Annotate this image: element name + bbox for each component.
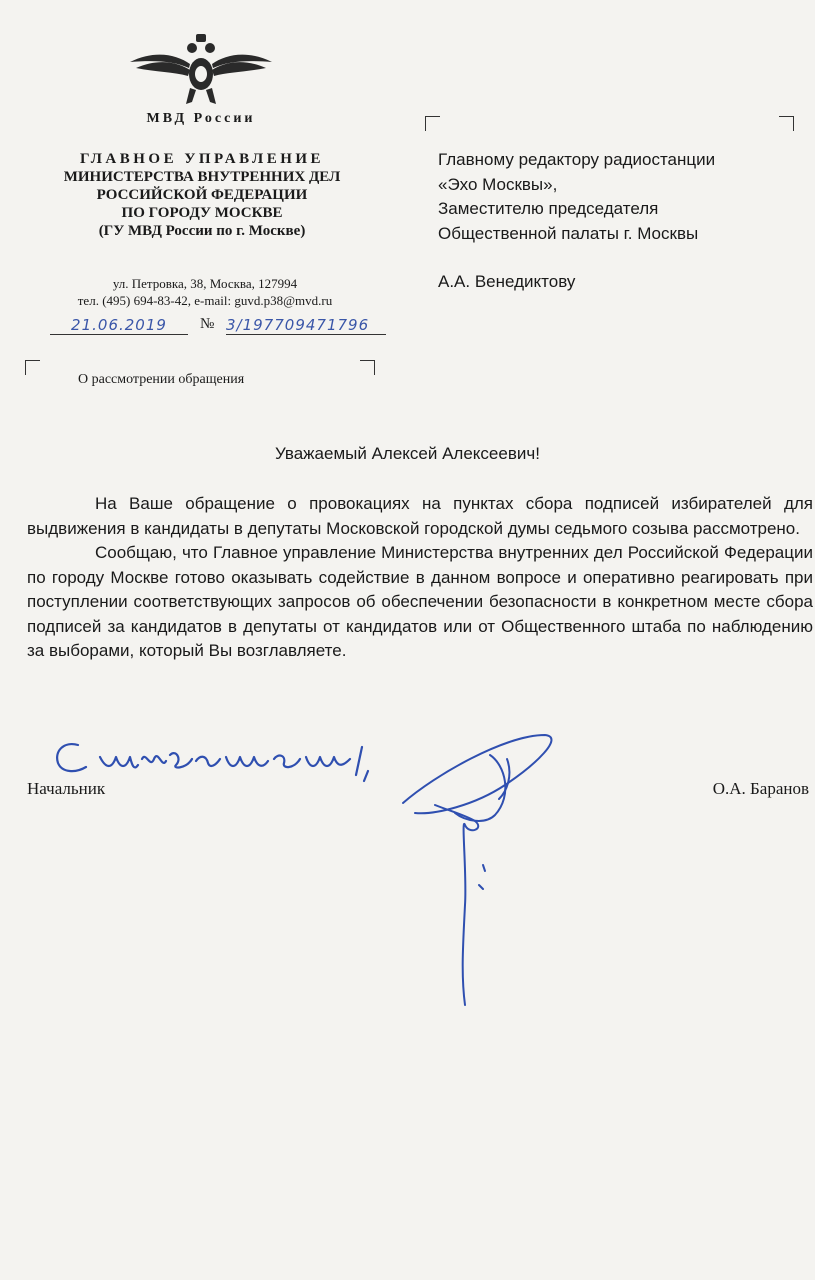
registration-date: 21.06.2019 xyxy=(50,316,188,335)
letter-paragraph: Сообщаю, что Главное управление Министерства внутренних дел Российской Федерации по городу Москве готово оказывать содействие в данном вопросе и оперативно реагировать при поступлении соответствующих запросов об обеспечении безопасности в конкретном месте сбора подписей за кандидатов в депутаты от кандидатов или от Общественного штаба по наблюдению за выборами, который Вы возглавляете. xyxy=(27,543,813,660)
org-line: РОССИЙСКОЙ ФЕДЕРАЦИИ xyxy=(96,187,308,203)
mvd-emblem-icon xyxy=(128,28,274,110)
addressee-line: Общественной палаты г. Москвы xyxy=(438,223,699,243)
addressee-name: А.А. Венедиктову xyxy=(438,272,576,291)
corner-bracket xyxy=(360,360,375,375)
organization-name xyxy=(30,150,374,240)
corner-bracket xyxy=(779,116,794,131)
signature-icon xyxy=(395,725,555,1015)
address-line: ул. Петровка, 38, Москва, 127994 xyxy=(112,276,298,291)
org-line: (ГУ МВД России по г. Москве) xyxy=(98,223,306,239)
letter-body xyxy=(27,492,813,664)
addressee-line: Главному редактору радиостанции xyxy=(438,150,716,169)
signatory-title: Начальник xyxy=(27,779,106,798)
org-line: ГЛАВНОЕ УПРАВЛЕНИЕ xyxy=(79,151,325,167)
addressee-line: «Эхо Москвы», xyxy=(438,174,558,194)
registration-number: 3/197709471796 xyxy=(226,316,386,335)
org-line: МИНИСТЕРСТВА ВНУТРЕННИХ ДЕЛ xyxy=(63,169,341,185)
letter-paragraph: На Ваше обращение о провокациях на пунктах сбора подписей избирателей для выдвижения в кандидаты в депутаты Московской городской думы седьмого созыва рассмотрено. xyxy=(27,494,813,538)
corner-bracket xyxy=(425,116,440,131)
addressee-block xyxy=(438,148,798,295)
org-line: ПО ГОРОДУ МОСКВЕ xyxy=(121,205,283,221)
signatory-name: О.А. Баранов xyxy=(712,779,809,798)
addressee-line: Заместителю председателя xyxy=(438,199,659,218)
letter-greeting: Уважаемый Алексей Алексеевич! xyxy=(275,444,540,463)
letter-subject: О рассмотрении обращения xyxy=(78,372,245,387)
number-sign: № xyxy=(200,316,215,332)
organization-address xyxy=(40,275,370,309)
corner-bracket xyxy=(25,360,40,375)
registration-line xyxy=(50,316,390,338)
contacts-line: тел. (495) 694-83-42, e-mail: guvd.p38@mvd.ru xyxy=(77,293,333,308)
ministry-short-name: МВД России xyxy=(146,111,256,126)
